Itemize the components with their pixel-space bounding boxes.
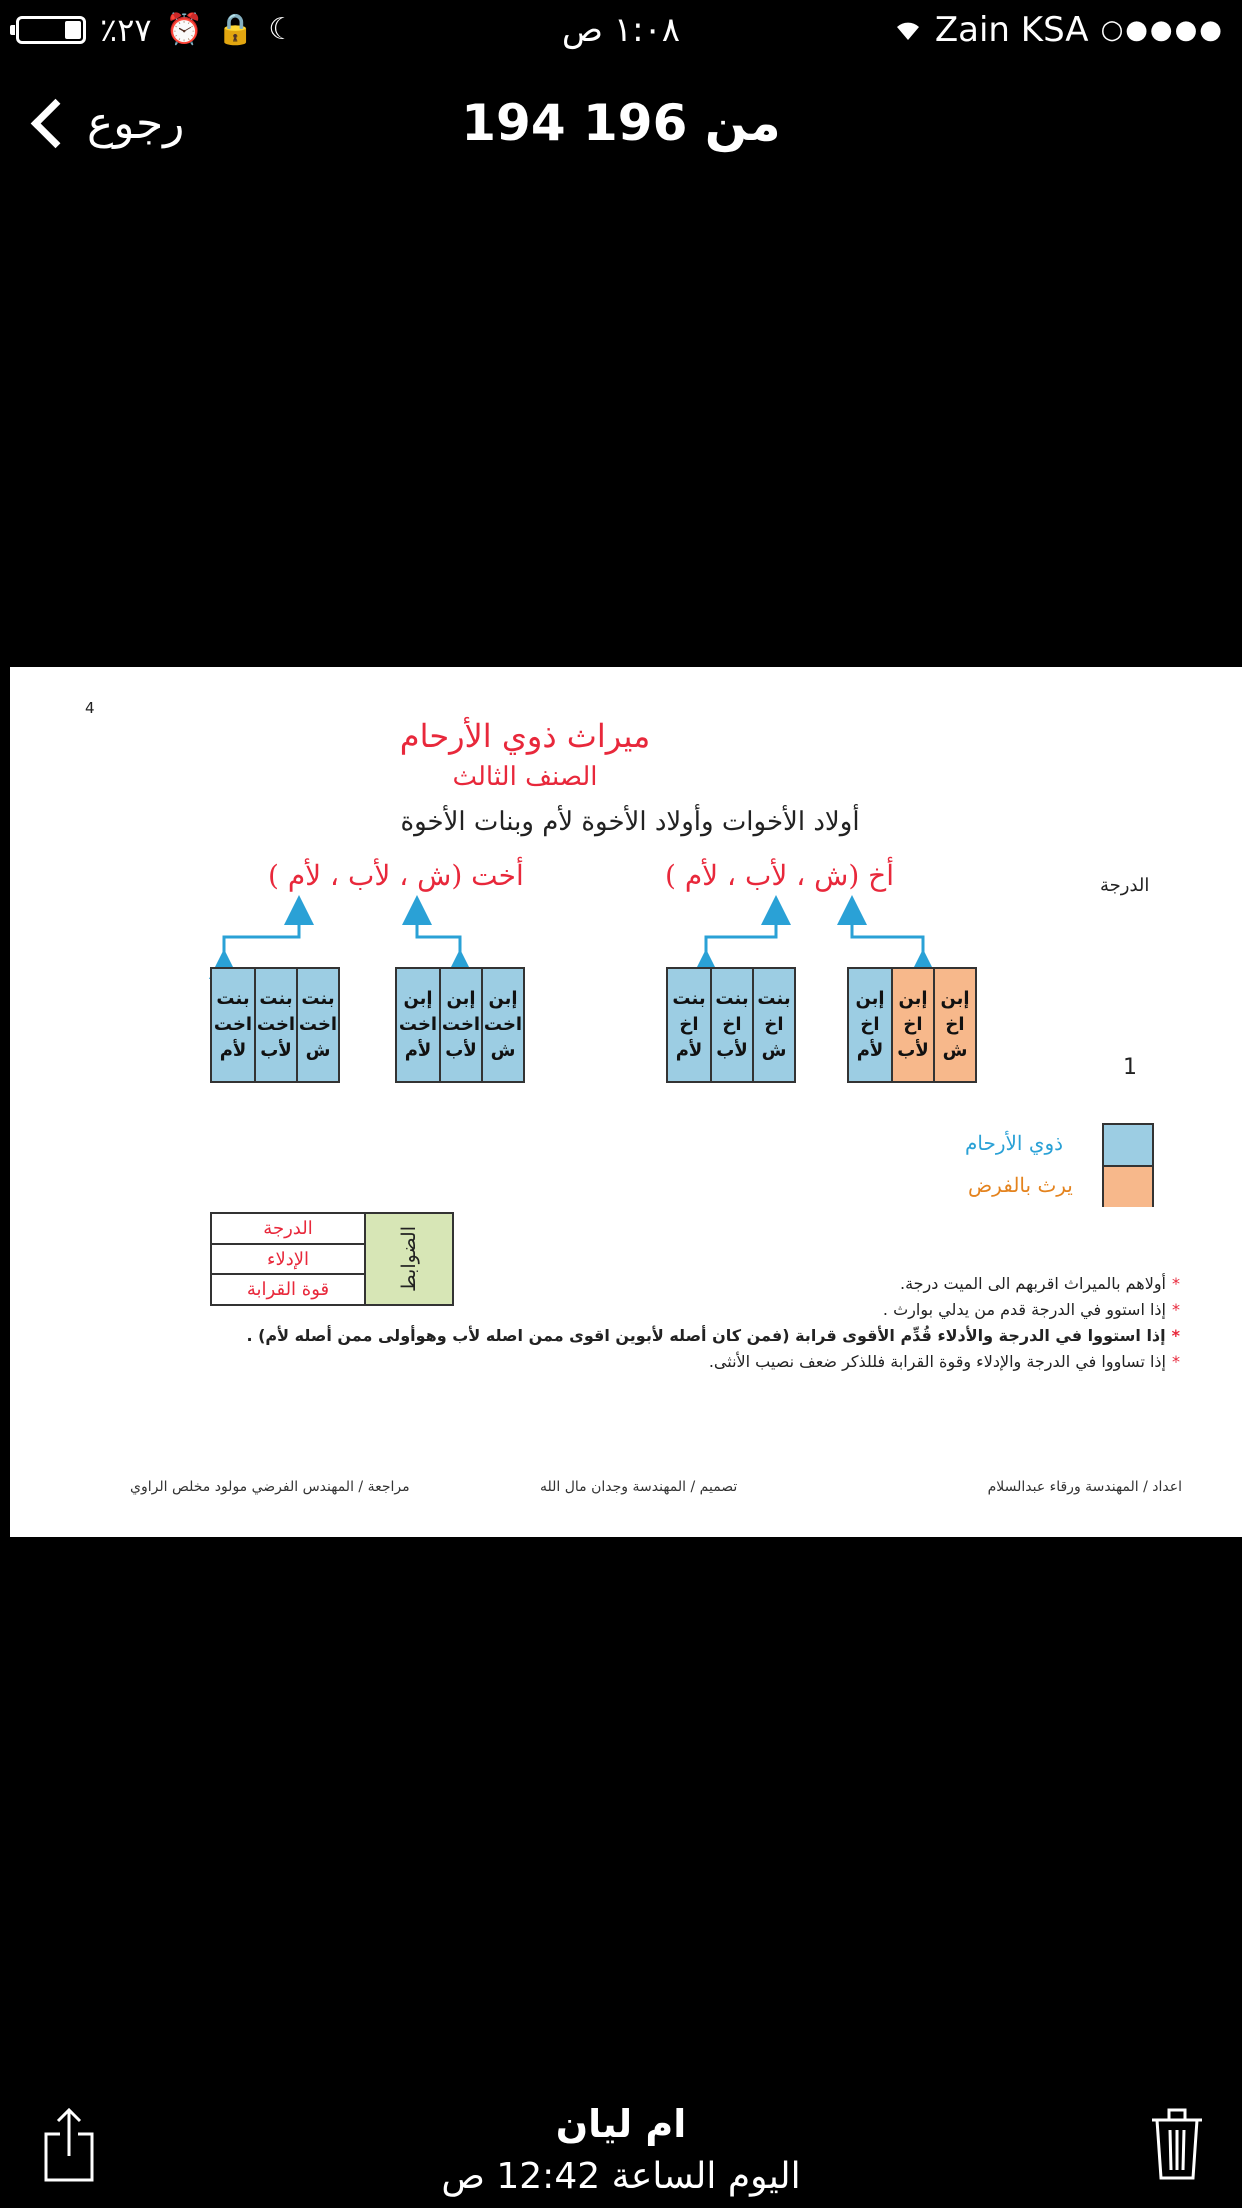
relative-cell-line: ش (942, 1040, 968, 1062)
relative-cell-line: إبن (403, 987, 433, 1009)
battery-percent: ٪٢٧ (100, 11, 152, 49)
relative-cell-line: اخت (398, 1013, 438, 1035)
relative-cell-line: إبن (940, 987, 970, 1009)
relative-cell (212, 969, 254, 1081)
degree-label: الدرجة (1100, 875, 1150, 896)
relative-cell-line: اخ (722, 1013, 742, 1035)
footer-prepared: اعداد / المهندسة ورقاء عبدالسلام (987, 1479, 1182, 1495)
rules-table-rows (212, 1214, 364, 1304)
footer-design: تصميم / المهندسة وجدان مال الله (540, 1479, 738, 1495)
signal-dots: ○●●●● (1100, 15, 1224, 45)
relative-cell-line: إبن (446, 987, 476, 1009)
relative-cell-line: إبن (488, 987, 518, 1009)
legend-orange-swatch (1104, 1167, 1152, 1207)
relative-cell-line: إبن (855, 987, 885, 1009)
document-page[interactable] (10, 667, 1242, 1537)
brother-sons-cells (847, 967, 977, 1083)
star-icon: * (1172, 1352, 1180, 1371)
relative-cell-line: لأم (856, 1040, 884, 1062)
doc-heading: أولاد الأخوات وأولاد الأخوة لأم وبنات الأخوة (400, 807, 860, 837)
rule-item (360, 1352, 1180, 1371)
relative-cell (397, 969, 439, 1081)
relative-cell-line: اخت (213, 1013, 253, 1035)
carrier-name: Zain KSA (934, 10, 1089, 50)
trash-icon[interactable] (1150, 2102, 1204, 2182)
relative-cell (254, 969, 296, 1081)
arrow-brother-daughters (706, 910, 776, 964)
moon-icon: ☾ (268, 12, 296, 47)
relative-cell-line: ش (305, 1040, 331, 1062)
degree-value: 1 (1123, 1055, 1137, 1080)
arrow-sister-sons (417, 910, 460, 964)
status-time: ١:٠٨ ص (561, 10, 681, 50)
relative-cell-line: إبن (898, 987, 928, 1009)
relative-cell-line: اخت (483, 1013, 523, 1035)
rules-table-row: الدرجة (212, 1214, 364, 1245)
relative-cell-line: لأم (219, 1040, 247, 1062)
relative-cell-line: ش (490, 1040, 516, 1062)
sister-group-label: أخت (ش ، لأب ، لأم ) (268, 859, 524, 892)
relative-cell (481, 969, 523, 1081)
status-right (893, 10, 1224, 50)
rule-item (360, 1274, 1180, 1293)
relative-cell (296, 969, 338, 1081)
star-icon: * (1172, 1300, 1180, 1319)
relative-cell-line: بنت (301, 987, 335, 1009)
relative-cell-line: اخ (679, 1013, 699, 1035)
legend-blue-swatch (1104, 1125, 1152, 1167)
sent-time: اليوم الساعة 12:42 ص (441, 2156, 801, 2197)
page-counter: 194 من 196 (461, 94, 781, 152)
status-bar (0, 0, 1242, 62)
star-icon: * (1171, 1326, 1180, 1345)
legend-blue-label: ذوي الأرحام (965, 1131, 1064, 1155)
back-label: رجوع (87, 97, 185, 149)
relative-cell (849, 969, 891, 1081)
relative-cell-line: اخت (298, 1013, 338, 1035)
arrow-brother-sons (852, 910, 923, 964)
relative-cell (752, 969, 794, 1081)
rule-text: أولاهم بالميراث اقربهم الى الميت درجة. (900, 1274, 1166, 1293)
relative-cell-line: بنت (757, 987, 791, 1009)
relative-cell-line: ش (761, 1040, 787, 1062)
relative-cell-line: لأب (897, 1040, 929, 1062)
bottom-toolbar (0, 2080, 1242, 2208)
relative-cell-line: اخت (256, 1013, 296, 1035)
doc-subtitle: الصنف الثالث (452, 762, 598, 792)
relative-cell-line: بنت (216, 987, 250, 1009)
brother-daughters-cells (666, 967, 796, 1083)
relative-cell (668, 969, 710, 1081)
star-icon: * (1172, 1274, 1180, 1293)
footer-review: مراجعة / المهندس الفرضي مولود مخلص الراوي (130, 1479, 410, 1495)
doc-page-number: 4 (85, 699, 95, 717)
relative-cell-line: اخ (860, 1013, 880, 1035)
sister-sons-cells (395, 967, 525, 1083)
relative-cell-line: بنت (259, 987, 293, 1009)
relative-cell-line: اخت (441, 1013, 481, 1035)
rule-text: إذا تساووا في الدرجة والإدلاء وقوة القرابة فللذكر ضعف نصيب الأنثى. (708, 1352, 1166, 1371)
arrow-sister-daughters (224, 910, 299, 964)
relative-cell-line: لأب (445, 1040, 477, 1062)
relative-cell (891, 969, 933, 1081)
legend-swatches (1102, 1123, 1154, 1207)
rules-table-header-text: الضوابط (398, 1226, 420, 1292)
relative-cell-line: بنت (672, 987, 706, 1009)
nav-bar (0, 62, 1242, 188)
relative-cell-line: لأم (675, 1040, 703, 1062)
relative-cell-line: لأب (260, 1040, 292, 1062)
rotation-lock-icon: 🔒 (216, 12, 255, 47)
relative-cell-line: اخ (764, 1013, 784, 1035)
wifi-icon (893, 18, 923, 42)
legend-orange-label: يرث بالفرض (968, 1173, 1073, 1197)
relative-cell-line: اخ (903, 1013, 923, 1035)
alarm-icon: ⏰ (165, 12, 203, 47)
relative-cell-line: اخ (945, 1013, 965, 1035)
rule-item (246, 1326, 1180, 1345)
brother-group-label: أخ (ش ، لأب ، لأم ) (665, 859, 894, 892)
relative-cell (439, 969, 481, 1081)
rule-text: إذا استووا في الدرجة والأدلاء قُدِّم الأقوى قرابة (فمن كان أصله لأبوين اقوى ممن اصله لأب وهوأولى ممن أصله لأم) . (246, 1326, 1166, 1345)
relative-cell (710, 969, 752, 1081)
rule-text: إذا استوو في الدرجة قدم من يدلي بوارث . (882, 1300, 1166, 1319)
rule-item (360, 1300, 1180, 1319)
relative-cell-line: لأم (404, 1040, 432, 1062)
relative-cell-line: بنت (715, 987, 749, 1009)
sender-name: ام ليان (555, 2102, 687, 2146)
doc-title: ميراث ذوي الأرحام (399, 717, 651, 755)
relative-cell (933, 969, 975, 1081)
relative-cell-line: لأب (716, 1040, 748, 1062)
relation-arrows (10, 667, 1242, 1087)
rules-table-row: الإدلاء (212, 1245, 364, 1276)
sister-daughters-cells (210, 967, 340, 1083)
rules-list (246, 1274, 1180, 1378)
rules-table-row: قوة القرابة (246, 1279, 330, 1301)
